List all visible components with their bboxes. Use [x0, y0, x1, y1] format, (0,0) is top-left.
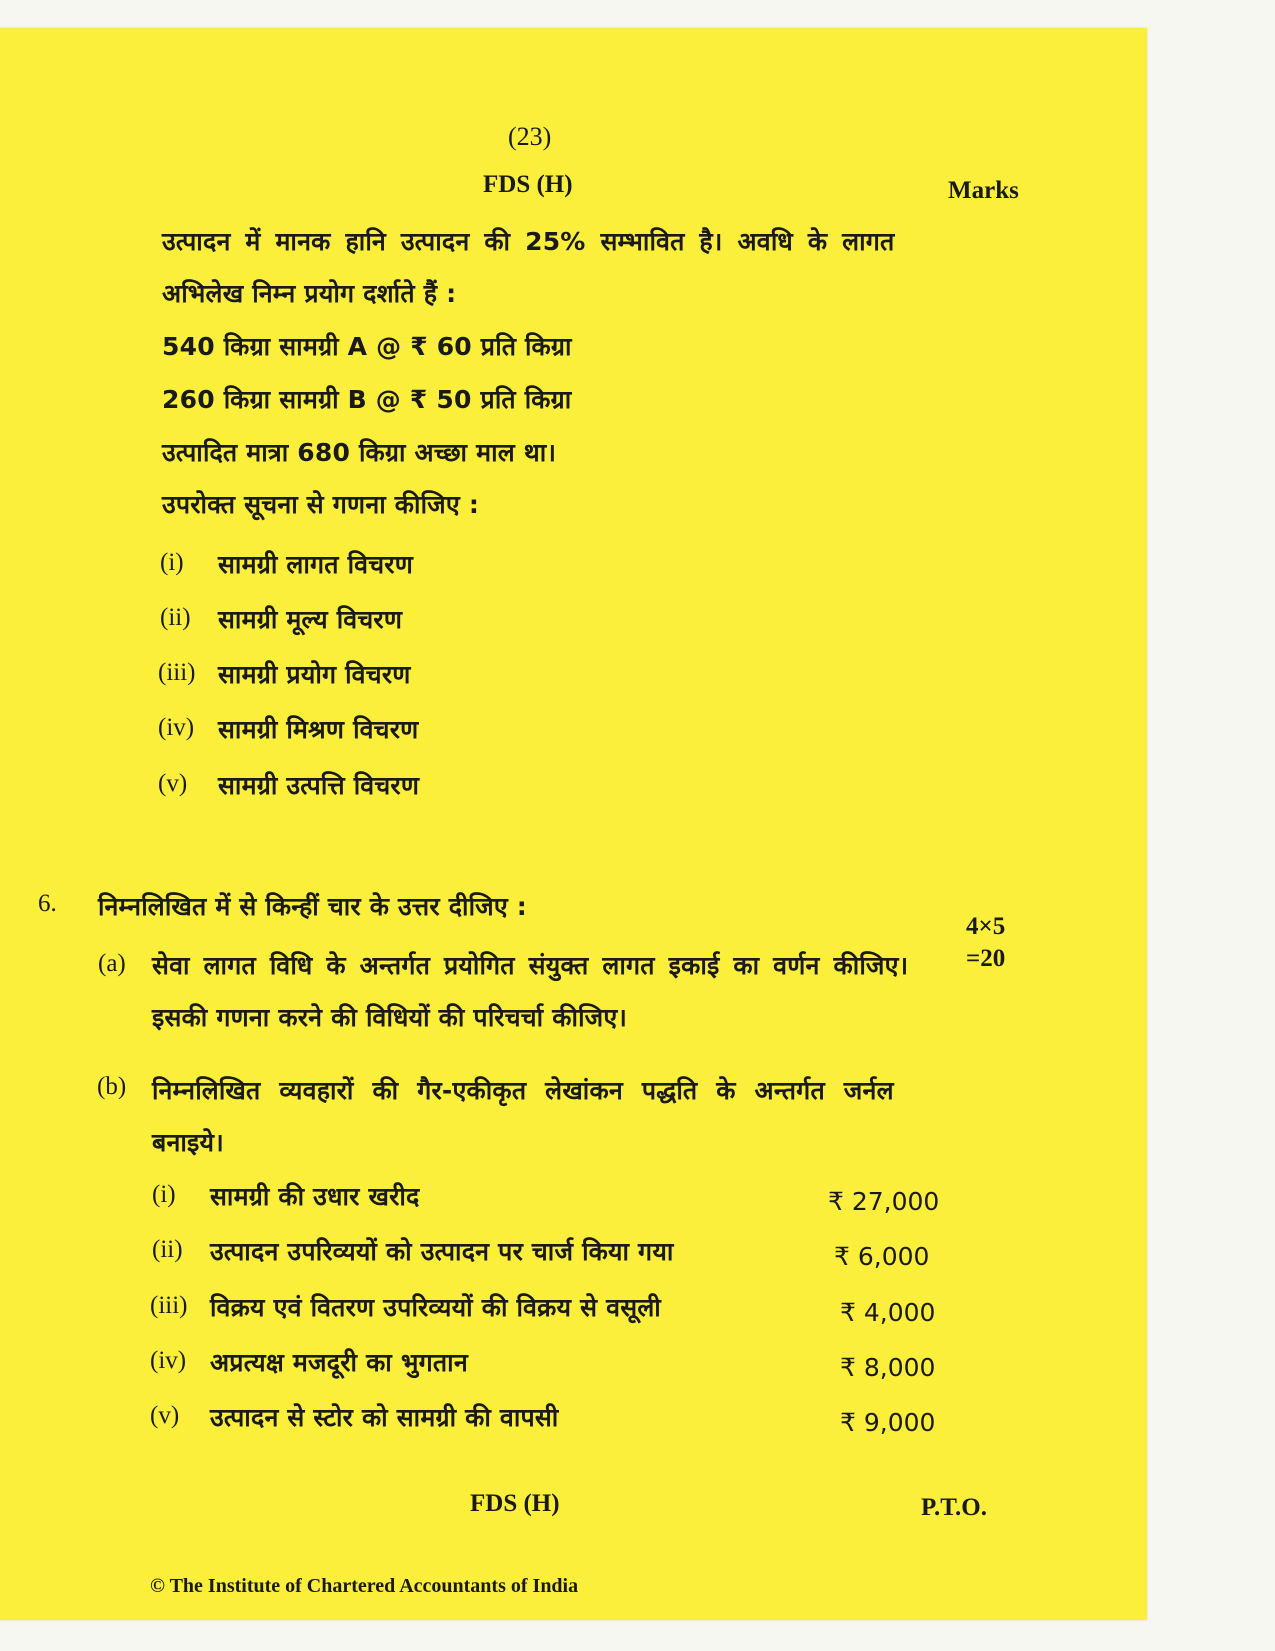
- q6b-item-amount: ₹ 27,000: [828, 1187, 940, 1216]
- q6b-item-num: (v): [150, 1402, 180, 1429]
- q5-material-a: 540 किग्रा सामग्री A @ ₹ 60 प्रति किग्रा: [162, 332, 572, 361]
- q6a-line-2: इसकी गणना करने की विधियों की परिचर्चा कीजिए।: [152, 1003, 628, 1032]
- q6-number: 6.: [38, 890, 57, 917]
- q6b-label: (b): [97, 1073, 127, 1100]
- q6b-item-num: (ii): [152, 1236, 183, 1263]
- q6-marks-2: =20: [966, 945, 1006, 972]
- q6b-item-text: उत्पादन से स्टोर को सामग्री की वापसी: [210, 1403, 559, 1432]
- q5-item-num: (ii): [160, 604, 191, 631]
- q6b-item-num: (i): [152, 1181, 176, 1208]
- q5-line-1: उत्पादन में मानक हानि उत्पादन की 25% सम्भावित है। अवधि के लागत: [162, 227, 895, 256]
- q5-item-text: सामग्री मूल्य विचरण: [218, 605, 403, 634]
- paper-code: FDS (H): [483, 171, 573, 198]
- q5-item-num: (v): [158, 770, 188, 797]
- q6a-label: (a): [98, 950, 126, 977]
- page-number: (23): [508, 122, 552, 151]
- q5-output: उत्पादित मात्रा 680 किग्रा अच्छा माल था।: [162, 438, 557, 467]
- q6b-item-amount: ₹ 9,000: [840, 1408, 936, 1437]
- q5-item-text: सामग्री उत्पत्ति विचरण: [218, 771, 420, 800]
- q6-instruction: निम्नलिखित में से किन्हीं चार के उत्तर दीजिए :: [98, 892, 528, 921]
- q5-item-num: (iii): [158, 659, 196, 686]
- q6b-item-amount: ₹ 4,000: [840, 1298, 936, 1327]
- copyright-notice: © The Institute of Chartered Accountants of India: [150, 1575, 579, 1597]
- q5-line-2: अभिलेख निम्न प्रयोग दर्शाते हैं :: [162, 279, 457, 308]
- q5-instruction: उपरोक्त सूचना से गणना कीजिए :: [162, 490, 480, 519]
- q6b-item-text: सामग्री की उधार खरीद: [210, 1182, 420, 1211]
- q6b-item-text: अप्रत्यक्ष मजदूरी का भुगतान: [210, 1348, 468, 1377]
- q6b-item-text: उत्पादन उपरिव्ययों को उत्पादन पर चार्ज किया गया: [210, 1237, 674, 1266]
- q6b-line-1: निम्नलिखित व्यवहारों की गैर-एकीकृत लेखांकन पद्धति के अन्तर्गत जर्नल: [152, 1076, 894, 1105]
- q6b-item-num: (iv): [150, 1347, 187, 1374]
- q6b-item-amount: ₹ 6,000: [834, 1242, 930, 1271]
- q6a-line-1: सेवा लागत विधि के अन्तर्गत प्रयोगित संयुक्त लागत इकाई का वर्णन कीजिए।: [152, 951, 909, 980]
- footer-paper-code: FDS (H): [470, 1490, 560, 1517]
- q5-item-text: सामग्री लागत विचरण: [218, 550, 414, 579]
- exam-page: [0, 28, 1147, 1620]
- q6-marks-1: 4×5: [966, 913, 1006, 940]
- q6b-item-amount: ₹ 8,000: [840, 1353, 936, 1382]
- q6b-item-text: विक्रय एवं वितरण उपरिव्ययों की विक्रय से वसूली: [210, 1293, 661, 1322]
- q5-item-num: (i): [160, 549, 184, 576]
- q5-item-num: (iv): [158, 714, 195, 741]
- q6b-line-2: बनाइये।: [152, 1128, 224, 1157]
- marks-label: Marks: [948, 177, 1019, 204]
- q5-material-b: 260 किग्रा सामग्री B @ ₹ 50 प्रति किग्रा: [162, 385, 572, 414]
- q6b-item-num: (iii): [150, 1292, 188, 1319]
- q5-item-text: सामग्री प्रयोग विचरण: [218, 660, 411, 689]
- q5-item-text: सामग्री मिश्रण विचरण: [218, 715, 419, 744]
- pto-label: P.T.O.: [921, 1494, 987, 1521]
